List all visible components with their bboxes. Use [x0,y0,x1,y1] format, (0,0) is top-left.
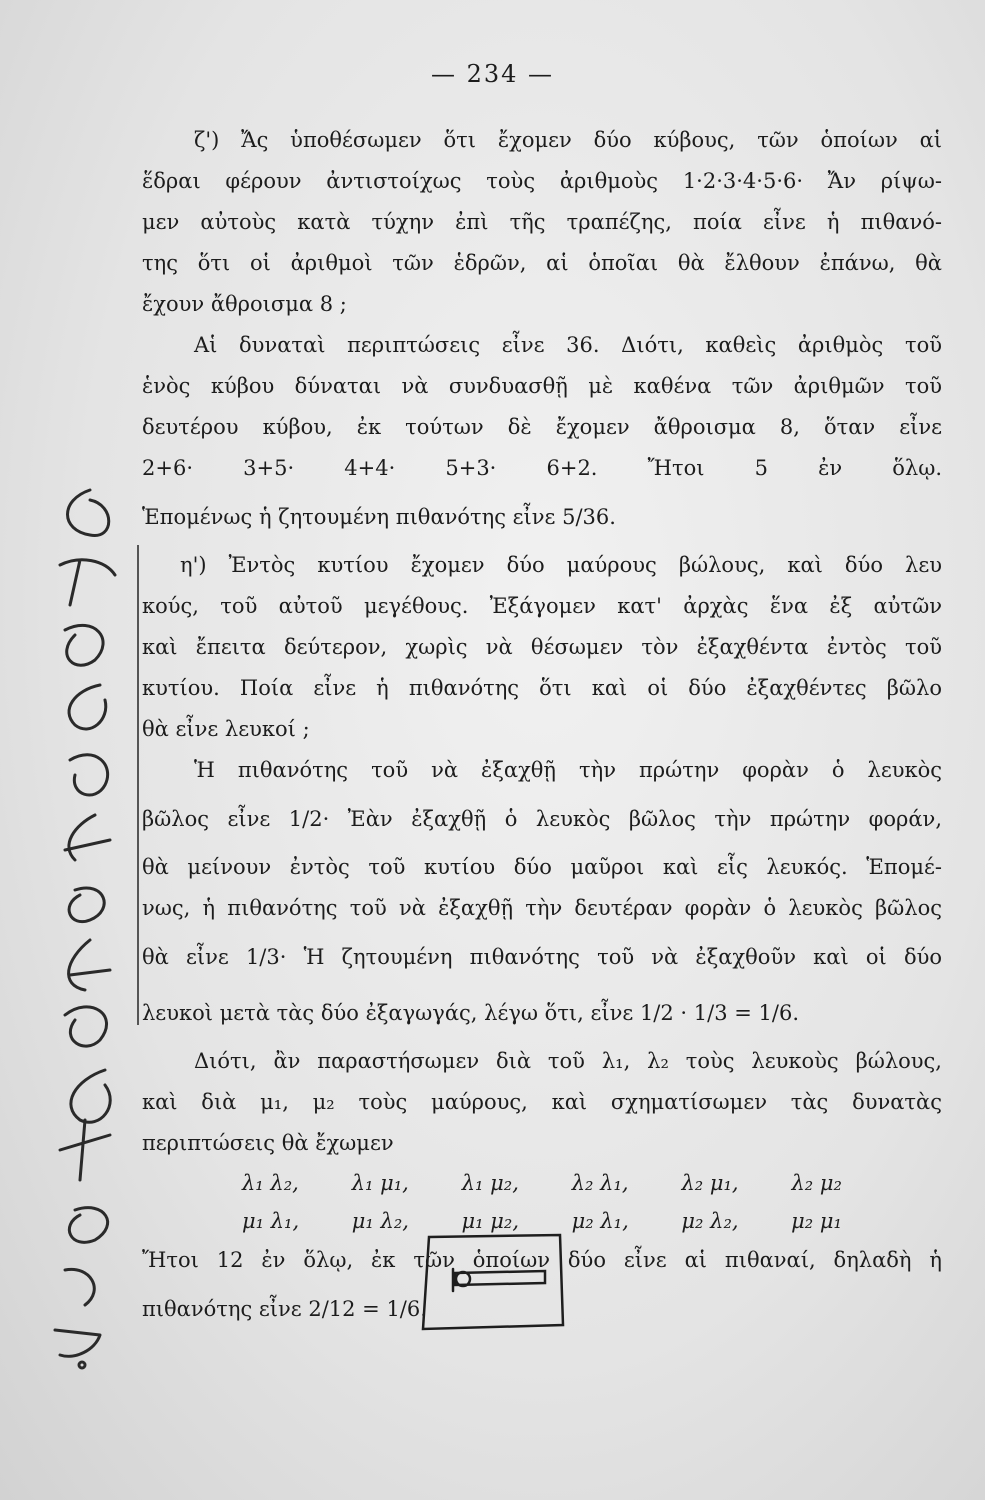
combination: λ₁ λ₂, [242,1171,299,1195]
text-line: Αἱ δυναταὶ περιπτώσεις εἶνε 36. Διότι, καθεὶς ἀριθμὸς τοῦ [194,333,942,357]
combination: μ₁ λ₁, [242,1209,300,1233]
combination: μ₁ λ₂, [351,1209,409,1233]
text-line: ἕδραι φέρουν ἀντιστοίχως τοὺς ἀριθμοὺς 1·2·3·4·5·6· Ἄν ρίψω- [142,169,942,193]
text-line: βῶλος εἶνε 1/2· Ἐὰν ἐξαχθῇ ὁ λευκὸς βῶλος τὴν πρώτην φοράν, [142,807,942,831]
combination: λ₂ μ₂ [791,1171,842,1195]
text-line: λευκοὶ μετὰ τὰς δύο ἐξαγωγάς, λέγω ὅτι, εἶνε 1/2 · 1/3 = 1/6. [142,1001,799,1025]
text-line: θὰ εἶνε λευκοί ; [142,717,310,741]
pencil-sketch [415,1225,570,1335]
combination: λ₂ λ₁, [571,1171,629,1195]
margin-handwriting-signature [20,470,140,1390]
text-line: καὶ ἔπειτα δεύτερον, χωρὶς νὰ θέσωμεν τὸν ἐξαχθέντα ἐντὸς τοῦ [142,635,942,659]
combination: λ₂ μ₁, [681,1171,739,1195]
text-line: ζ') Ἄς ὑποθέσωμεν ὅτι ἔχομεν δύο κύβους, τῶν ὁποίων αἱ [194,128,942,152]
text-line: δευτέρου κύβου, ἐκ τούτων δὲ ἔχομεν ἄθροισμα 8, ὅταν εἶνε [142,415,942,439]
text-line: Ἑπομένως ἡ ζητουμένη πιθανότης εἶνε 5/36. [142,505,616,529]
combination: μ₂ λ₁, [571,1209,629,1233]
text-line: ἑνὸς κύβου δύναται νὰ συνδυασθῇ μὲ καθένα τῶν ἀριθμῶν τοῦ [142,374,942,398]
text-line: Ἡ πιθανότης τοῦ νὰ ἐξαχθῇ τὴν πρώτην φορὰν ὁ λευκὸς [194,758,942,782]
text-line: κυτίου. Ποία εἶνε ἡ πιθανότης ὅτι καὶ οἱ δύο ἐξαχθέντες βῶλο [142,676,942,700]
text-line: της ὅτι οἱ ἀριθμοὶ τῶν ἑδρῶν, αἱ ὁποῖαι θὰ ἔλθουν ἐπάνω, θὰ [142,251,942,275]
combination: λ₁ μ₂, [461,1171,519,1195]
text-line: πιθανότης εἶνε 2/12 = 1/6. [142,1297,427,1321]
combination: μ₁ μ₂, [461,1209,520,1233]
page-number: — 234 — [430,60,555,88]
text-line: νως, ἡ πιθανότης τοῦ νὰ ἐξαχθῇ τὴν δευτέραν φορὰν ὁ λευκὸς βῶλος [142,896,942,920]
text-line: Ἤτοι 12 ἐν ὅλῳ, ἐκ τῶν ὁποίων δύο εἶνε αἱ πιθαναί, δηλαδὴ ἡ [142,1248,942,1272]
text-line: καὶ διὰ μ₁, μ₂ τοὺς μαύρους, καὶ σχηματίσωμεν τὰς δυνατὰς [142,1090,942,1114]
text-line: περιπτώσεις θὰ ἔχωμεν [142,1131,394,1155]
text-line: ἔχουν ἄθροισμα 8 ; [142,292,347,316]
text-line: 2+6· 3+5· 4+4· 5+3· 6+2. Ἤτοι 5 ἐν ὅλῳ. [142,456,942,480]
combination: μ₂ λ₂, [681,1209,739,1233]
combination: λ₁ μ₁, [351,1171,409,1195]
text-line: θὰ μείνουν ἐντὸς τοῦ κυτίου δύο μαῦροι καὶ εἷς λευκός. Ἑπομέ- [142,855,942,879]
page-body [142,120,942,1337]
text-line: μεν αὐτοὺς κατὰ τύχην ἐπὶ τῆς τραπέζης, ποία εἶνε ἡ πιθανό- [142,210,942,234]
text-line: θὰ εἶνε 1/3· Ἡ ζητουμένη πιθανότης τοῦ νὰ ἐξαχθοῦν καὶ οἱ δύο [142,945,942,969]
text-line: η') Ἐντὸς κυτίου ἔχομεν δύο μαύρους βώλους, καὶ δύο λευ [180,553,942,577]
text-line: Διότι, ἂν παραστήσωμεν διὰ τοῦ λ₁, λ₂ τοὺς λευκοὺς βώλους, [194,1049,942,1073]
combination: μ₂ μ₁ [791,1209,842,1233]
text-line: κούς, τοῦ αὐτοῦ μεγέθους. Ἐξάγομεν κατ' ἀρχὰς ἕνα ἐξ αὐτῶν [142,594,942,618]
combinations-row [142,1164,942,1202]
